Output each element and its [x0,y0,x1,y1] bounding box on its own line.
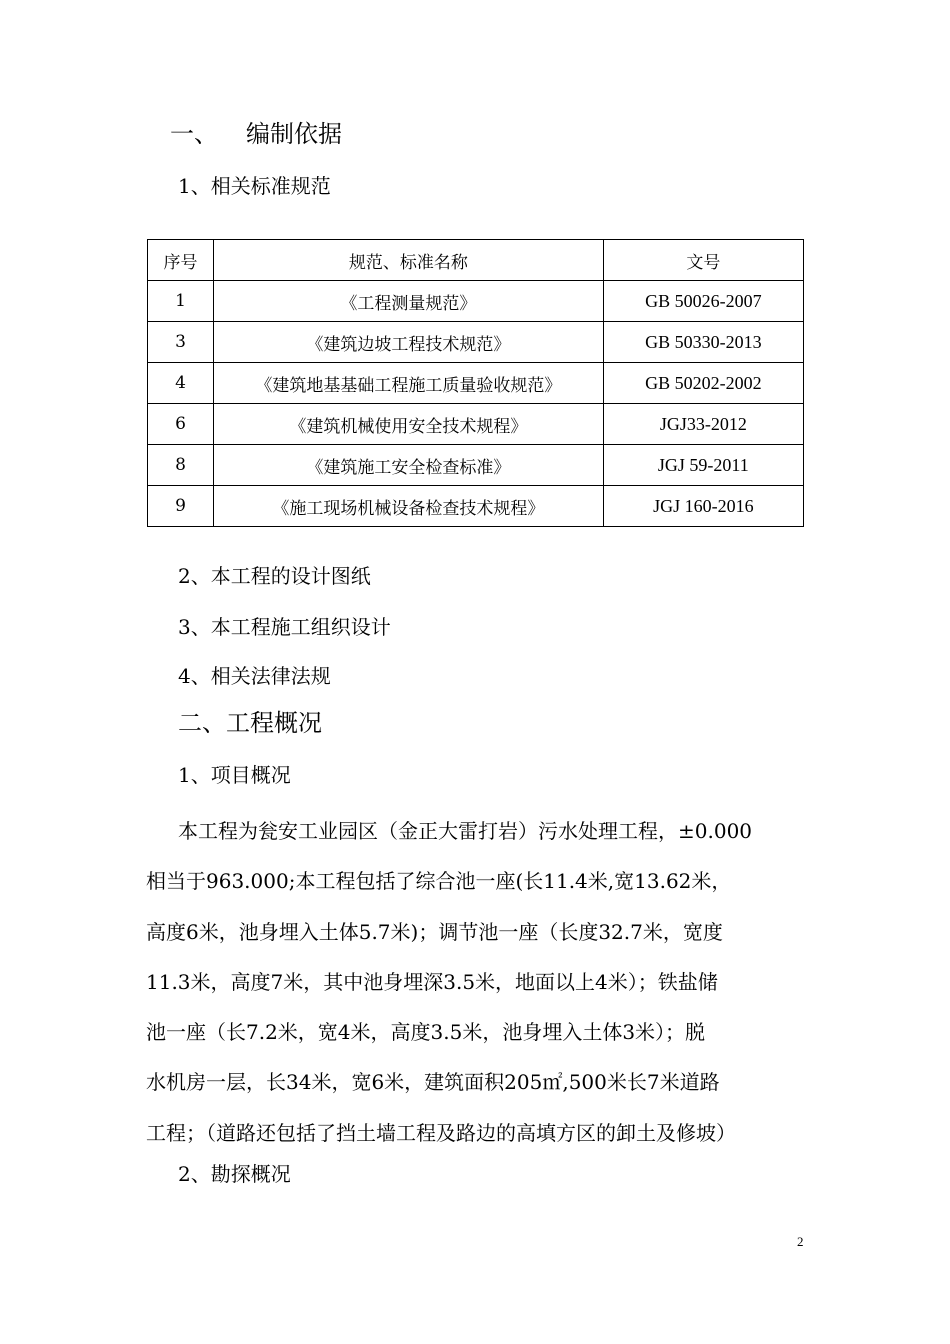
cell-code: GB 50202-2002 [603,363,803,404]
cell-name: 《建筑施工安全检查标准》 [214,445,604,486]
paragraph-line: 工程；（道路还包括了挡土墙工程及路边的高填方区的卸土及修坡） [146,1120,736,1145]
table-row [148,322,804,363]
standards-table [147,239,804,527]
paragraph-line: 池一座（长7.2米，宽4米，高度3.5米，池身埋入土体3米）；脱 [146,1020,706,1045]
cell-code: JGJ 59-2011 [603,445,803,486]
cell-name: 《建筑地基基础工程施工质量验收规范》 [214,363,604,404]
paragraph-line: 相当于963.000;本工程包括了综合池一座(长11.4米,宽13.62米， [146,869,732,894]
table-row [148,445,804,486]
section-number: 一、 [170,120,218,148]
cell-code: JGJ 160-2016 [603,486,803,527]
cell-code: JGJ33-2012 [603,404,803,445]
cell-no: 1 [148,281,214,322]
table-row [148,363,804,404]
subheading-laws: 4、相关法律法规 [178,664,331,688]
cell-no: 9 [148,486,214,527]
subheading-drawings: 2、本工程的设计图纸 [178,564,371,588]
paragraph-line: 11.3米，高度7米，其中池身埋深3.5米，地面以上4米）；铁盐储 [146,969,718,994]
header-name: 规范、标准名称 [214,240,604,281]
header-no: 序号 [148,240,214,281]
section-title: 编制依据 [246,120,342,148]
page-number: 2 [797,1234,804,1249]
subheading-project-overview: 1、项目概况 [178,763,291,787]
paragraph-line: 水机房一层，长34米，宽6米，建筑面积205㎡,500米长7米道路 [146,1070,720,1095]
cell-no: 8 [148,445,214,486]
table-row [148,281,804,322]
table-row [148,486,804,527]
cell-no: 6 [148,404,214,445]
subheading-standards: 1、相关标准规范 [178,174,331,198]
cell-code: GB 50330-2013 [603,322,803,363]
cell-no: 3 [148,322,214,363]
cell-no: 4 [148,363,214,404]
cell-code: GB 50026-2007 [603,281,803,322]
cell-name: 《工程测量规范》 [214,281,604,322]
paragraph-line: 高度6米，池身埋入土体5.7米)；调节池一座（长度32.7米，宽度 [146,919,723,944]
table-row [148,404,804,445]
cell-name: 《施工现场机械设备检查技术规程》 [214,486,604,527]
paragraph-line: 本工程为瓮安工业园区（金正大雷打岩）污水处理工程，±0.000 [178,819,753,843]
overview-paragraph [146,806,808,1158]
table-header-row [148,240,804,281]
cell-name: 《建筑机械使用安全技术规程》 [214,404,604,445]
section-heading-overview: 二、工程概况 [178,709,322,737]
subheading-survey: 2、勘探概况 [178,1162,291,1186]
subheading-construction-design: 3、本工程施工组织设计 [178,615,391,639]
section-heading-basis [170,119,342,149]
cell-name: 《建筑边坡工程技术规范》 [214,322,604,363]
header-code: 文号 [603,240,803,281]
